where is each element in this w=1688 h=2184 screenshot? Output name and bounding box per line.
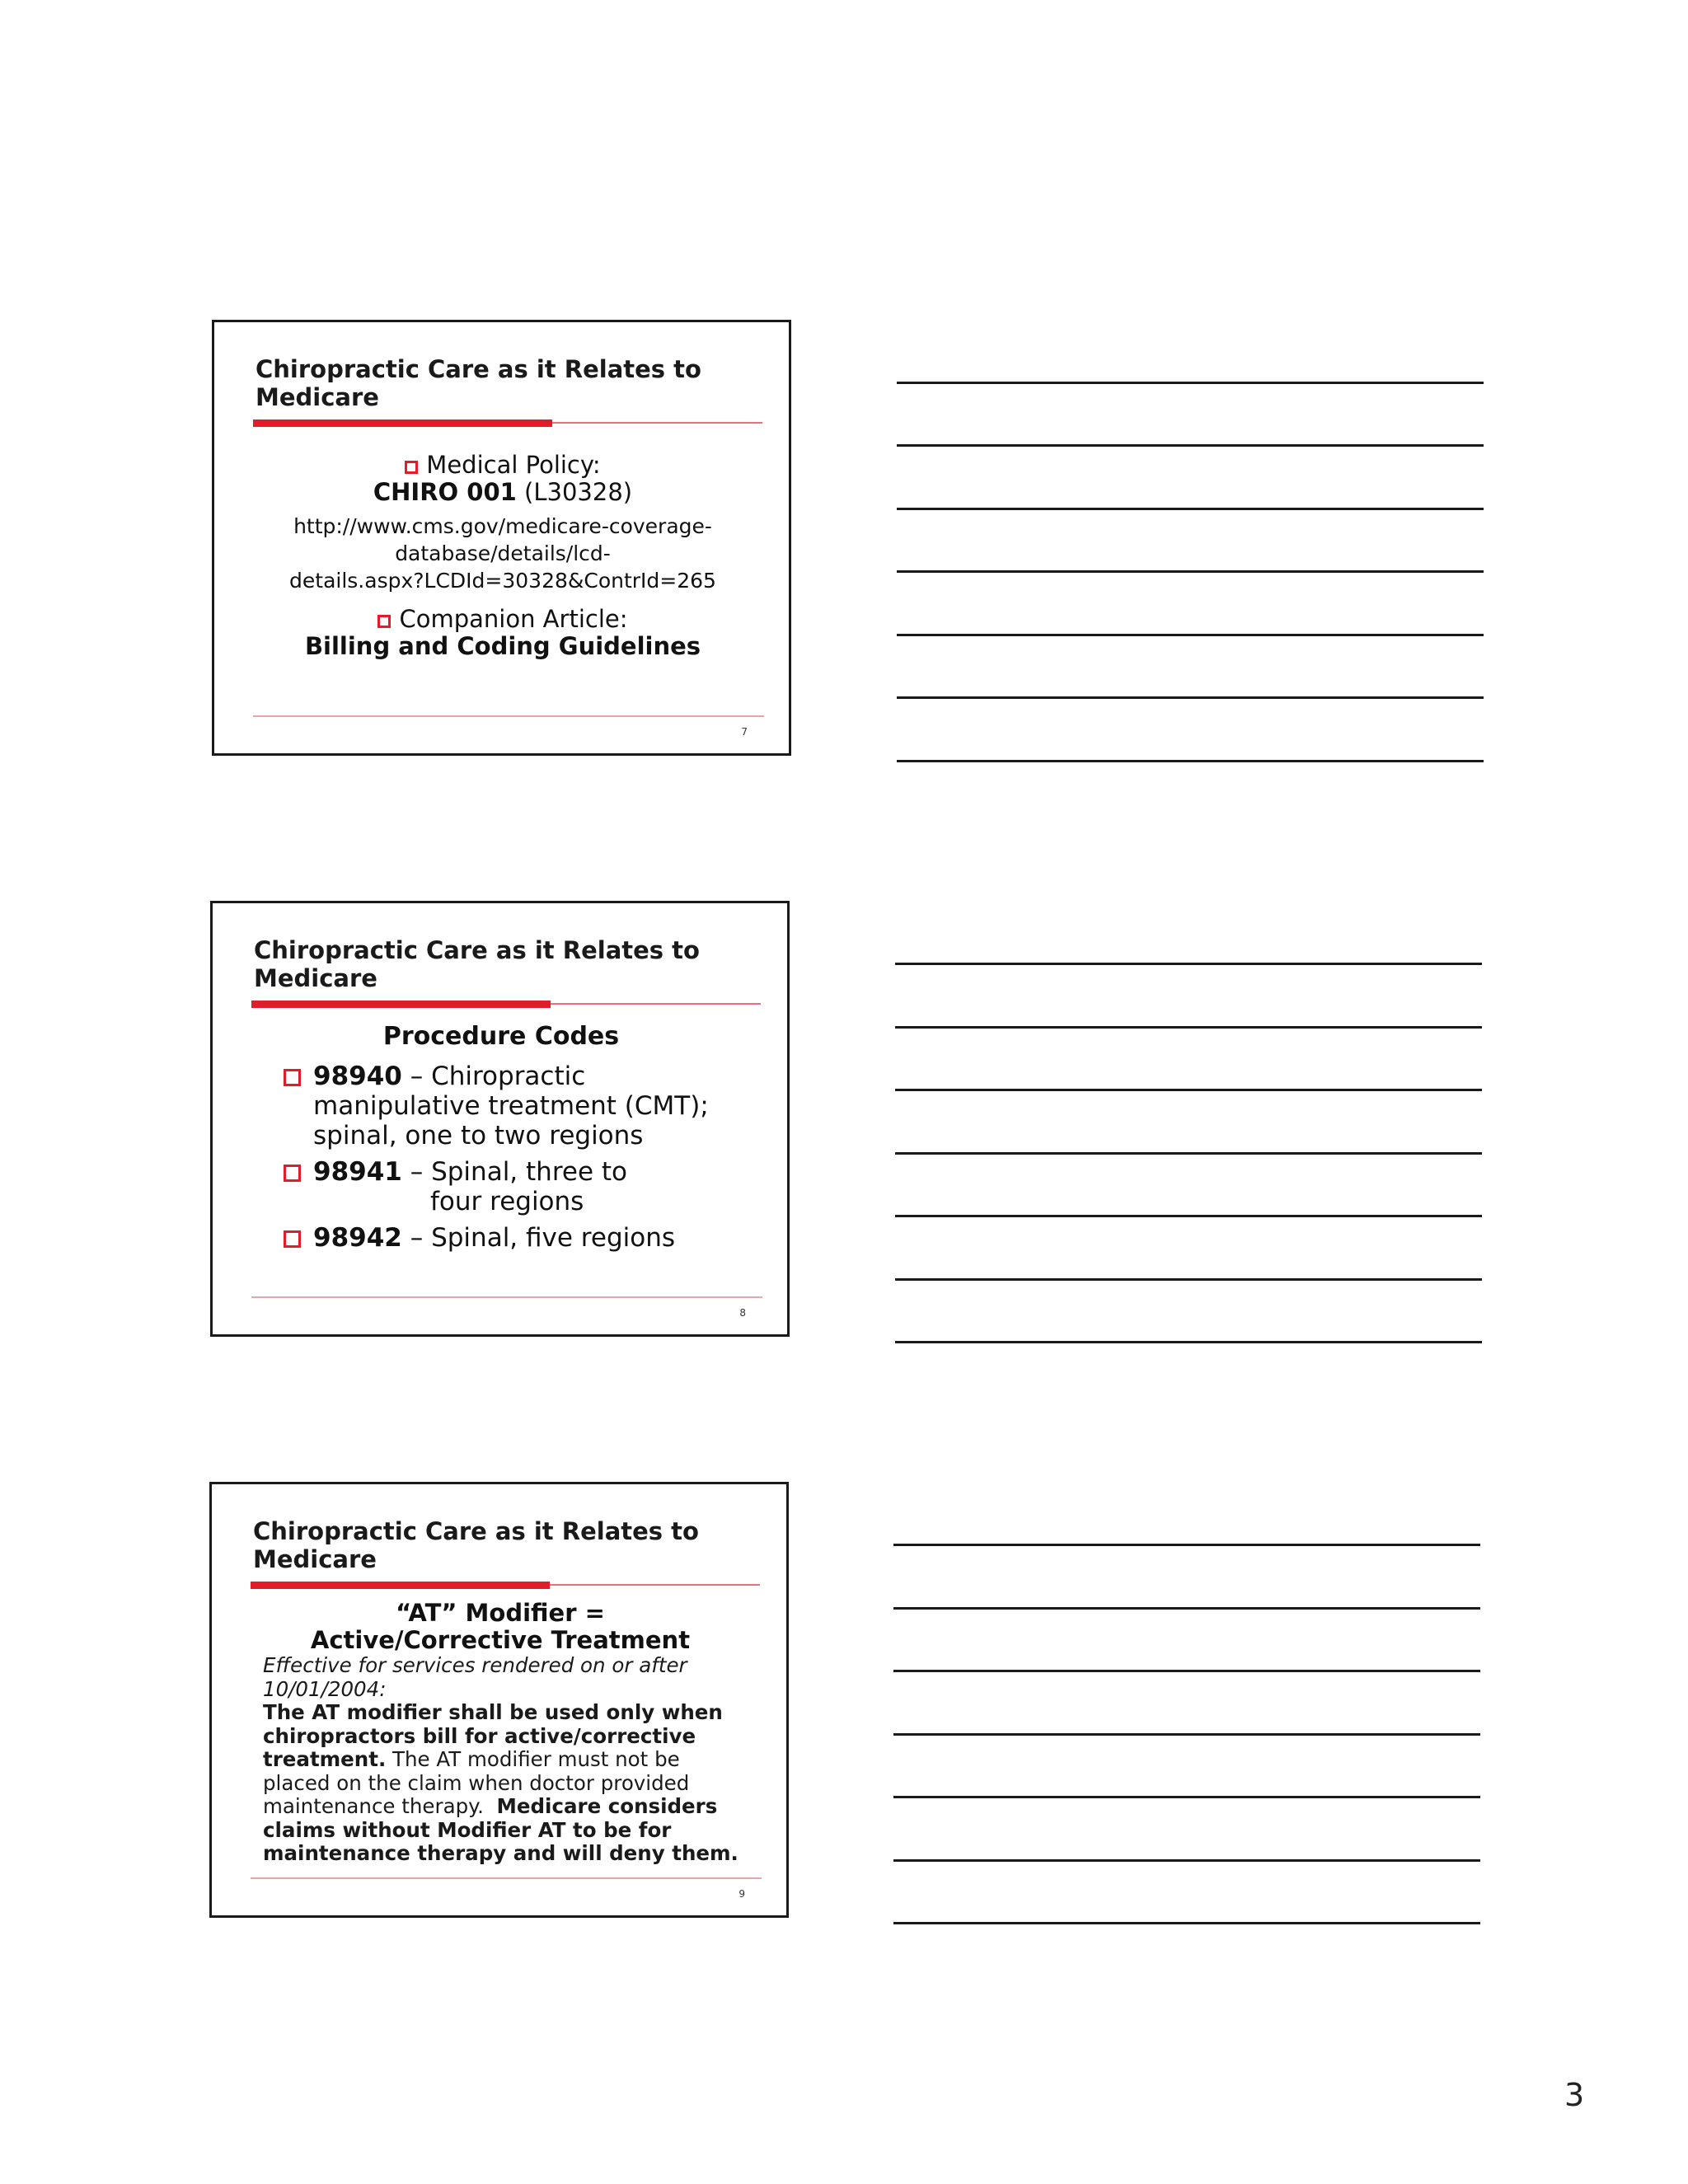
- footer-rule: [251, 1296, 762, 1298]
- bullet-square-icon: [284, 1230, 301, 1248]
- slide-8: [210, 901, 790, 1337]
- note-line: [897, 634, 1484, 636]
- companion-label: Companion Article:: [399, 605, 628, 633]
- code-desc: manipulative treatment (CMT);: [313, 1091, 709, 1121]
- code-number: 98940: [313, 1062, 402, 1091]
- slide-title: Chiropractic Care as it Relates to Medicare: [256, 355, 701, 411]
- bold-statement: Medicare considers claims without Modifier AT to be for maintenance therapy and will deny them.: [263, 1794, 738, 1865]
- slide-number: 9: [738, 1888, 745, 1900]
- code-separator: –: [401, 1157, 432, 1187]
- bullet-square-icon: [284, 1069, 301, 1086]
- bold-statement: The AT modifier shall be used only when chiropractors bill for active/corrective treatment.: [263, 1700, 723, 1771]
- note-line: [893, 1859, 1480, 1862]
- policy-id: (L30328): [516, 478, 633, 506]
- note-line: [893, 1607, 1480, 1610]
- url-line: database/details/lcd-: [395, 541, 611, 565]
- medical-policy: [247, 452, 758, 506]
- companion-article: [247, 606, 758, 660]
- page-number: 3: [1564, 2077, 1585, 2113]
- title-underline-thin: [552, 422, 762, 424]
- policy-code: CHIRO 001: [373, 478, 517, 506]
- note-line: [895, 963, 1482, 965]
- note-line: [895, 1026, 1482, 1029]
- code-separator: –: [401, 1223, 432, 1253]
- note-line: [893, 1544, 1480, 1546]
- note-line: [897, 570, 1484, 573]
- slide-7: [212, 320, 791, 756]
- code-number: 98941: [313, 1157, 402, 1187]
- url-line: details.aspx?LCDId=30328&ContrId=265: [289, 569, 716, 593]
- footer-rule: [253, 715, 764, 717]
- note-line: [893, 1796, 1480, 1798]
- note-line: [895, 1089, 1482, 1091]
- note-line: [895, 1278, 1482, 1281]
- title-underline-thin: [551, 1003, 761, 1005]
- heading-line: “AT” Modifier =: [396, 1599, 605, 1627]
- at-modifier-heading: [245, 1600, 756, 1654]
- code-desc: Spinal, five regions: [431, 1223, 676, 1253]
- heading-line: Active/Corrective Treatment: [310, 1626, 691, 1654]
- medical-policy-label: Medical Policy:: [426, 451, 601, 479]
- code-desc: Chiropractic: [431, 1062, 586, 1091]
- slide-9: [209, 1482, 789, 1918]
- effective-date-text: Effective for services rendered on or after 10/01/2004:: [263, 1653, 687, 1701]
- companion-title: Billing and Coding Guidelines: [304, 632, 701, 660]
- code-separator: –: [401, 1062, 432, 1091]
- procedure-code-item: [284, 1062, 745, 1151]
- note-line: [893, 1670, 1480, 1672]
- title-underline-thick: [251, 1001, 551, 1008]
- note-line: [893, 1922, 1480, 1924]
- footer-rule: [251, 1877, 762, 1879]
- title-underline-thick: [253, 419, 552, 427]
- code-desc: four regions: [430, 1187, 584, 1216]
- bullet-square-icon: [284, 1165, 301, 1182]
- note-line: [897, 696, 1484, 699]
- slide-title: Chiropractic Care as it Relates to Medicare: [254, 936, 700, 992]
- note-line: [895, 1215, 1482, 1217]
- note-line: [893, 1733, 1480, 1736]
- url-line: http://www.cms.gov/medicare-coverage-: [293, 514, 712, 538]
- slide-title: Chiropractic Care as it Relates to Medicare: [253, 1517, 699, 1573]
- procedure-codes-heading: Procedure Codes: [382, 1022, 620, 1051]
- bullet-square-icon: [377, 615, 391, 628]
- note-line: [897, 444, 1484, 447]
- slide-number: 8: [739, 1307, 746, 1319]
- note-line: [895, 1341, 1482, 1343]
- title-underline-thick: [251, 1582, 550, 1589]
- at-modifier-paragraph: [263, 1654, 749, 1866]
- code-number: 98942: [313, 1223, 402, 1253]
- note-line: [897, 382, 1484, 384]
- normal-statement: The AT modifier must not be placed on the claim when doctor provided maintenance therapy.: [263, 1747, 690, 1818]
- bullet-square-icon: [405, 461, 418, 474]
- procedure-code-item: [284, 1157, 745, 1216]
- title-underline-thin: [550, 1584, 760, 1586]
- note-line: [897, 760, 1484, 762]
- note-line: [897, 508, 1484, 510]
- code-desc: Spinal, three to: [431, 1157, 627, 1187]
- policy-url: [247, 513, 758, 594]
- note-line: [895, 1152, 1482, 1155]
- code-desc: spinal, one to two regions: [313, 1121, 644, 1151]
- procedure-code-item: [284, 1223, 745, 1253]
- slide-number: 7: [741, 726, 748, 738]
